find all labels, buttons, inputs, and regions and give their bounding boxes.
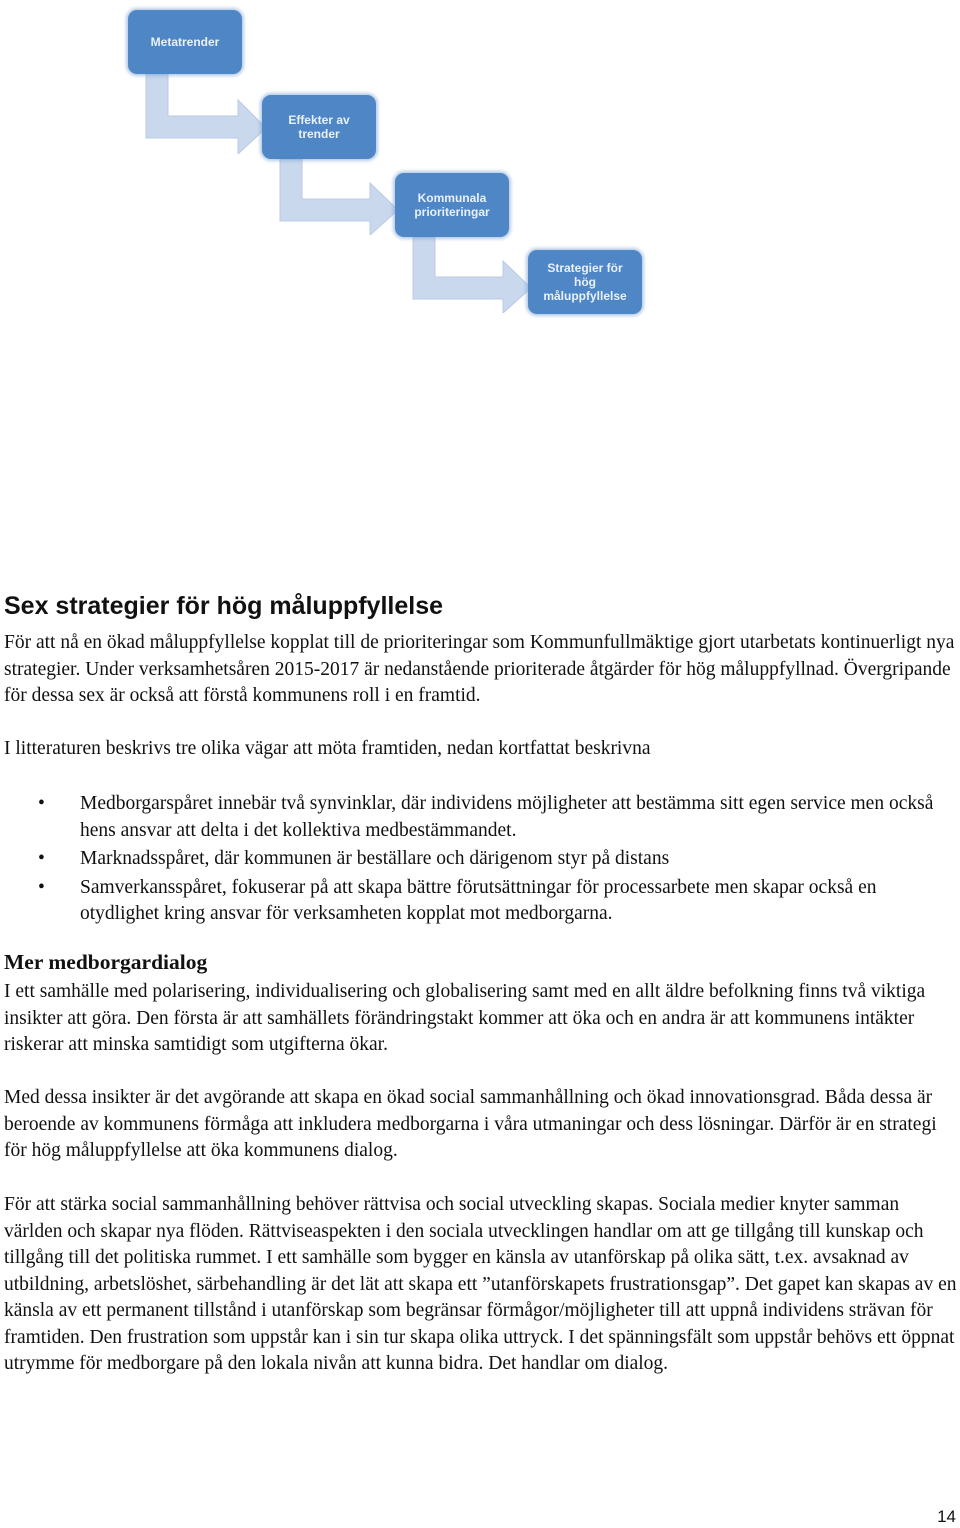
paragraph: Med dessa insikter är det avgörande att skapa en ökad social sammanhållning och ökad innovationsgrad. Båda dessa är beroende av kommunens förmåga att inkludera medborgarna i våra utmaningar och dess lösningar. Därför är en strategi för hög måluppfyllelse att öka kommunens dialog. (4, 1087, 937, 1161)
step-metatrender: Metatrender (128, 10, 242, 74)
intro-paragraph: För att nå en ökad måluppfyllelse kopplat till de prioriteringar som Kommunfullmäktige gjort utarbetats kontinuerligt nya strategier. Under verksamhetsåren 2015-2017 är nedanstående prioriterade åtgärder för hög måluppfyllnad. Övergripande för dessa sex är också att förstå kommunens roll i en framtid. (4, 632, 955, 706)
literature-intro: I litteraturen beskrivs tre olika vägar att möta framtiden, nedan kortfattat beskrivna (4, 738, 651, 759)
step-kommunala-prioriteringar: Kommunala prioriteringar (395, 173, 509, 237)
bullet-icon: • (38, 876, 45, 898)
list-item (0, 846, 955, 873)
bent-arrow-2 (276, 159, 404, 235)
strategy-list (0, 791, 955, 928)
step-strategier: Strategier för hög måluppfyllelse (528, 250, 642, 314)
list-item-text: Medborgarspåret innebär två synvinklar, där individens möjligheter att bestämma sitt egen service men också hens ansvar att delta i det kollektiva medbestämmandet. (80, 793, 934, 841)
list-item-text: Marknadsspåret, där kommunen är beställare och därigenom styr på distans (80, 848, 670, 869)
bent-arrow-3 (409, 237, 537, 313)
bullet-icon: • (38, 848, 45, 869)
bent-arrow-1 (142, 74, 272, 154)
list-item (0, 791, 955, 844)
paragraph: För att stärka social sammanhållning behöver rättvisa och social utveckling skapas. Sociala medier knyter samman världen och skapar nya flöden. Rättviseaspekten i den sociala utvecklingen handlar om att ge tillgång till kunskap och tillgång till det politiska rummet. I ett samhälle som bygger en känsla av utanförskap på olika sätt, t.ex. avsaknad av utbildning, arbetslöshet, särbehandling är det lät att skapa ett ”utanförskapets frustrationsgap”. Det gapet kan skapas av en känsla av ett permanent tillstånd i utanförskap som begränsar förmågor/möjligheter till att uppnå individens strävan för framtiden. Den frustration som uppstår kan i sin tur skapa olika uttryck. I det spänningsfält som uppstår behövs ett öppnat utrymme för medborgare på den lokala nivån att kunna bidra. Det handlar om dialog. (4, 1194, 957, 1374)
list-item-text: Samverkansspåret, fokuserar på att skapa bättre förutsättningar för processarbete men skapar också en otydlighet kring ansvar för verksamheten kopplat mot medborgarna. (80, 876, 877, 924)
page-number: 14 (937, 1507, 956, 1526)
section-heading: Sex strategier för hög måluppfyllelse (4, 592, 444, 620)
list-item (0, 875, 955, 928)
step-effekter-av-trender: Effekter av trender (262, 95, 376, 159)
subsection-heading: Mer medborgardialog (4, 950, 208, 974)
bullet-icon: • (38, 793, 45, 814)
paragraph: I ett samhälle med polarisering, individualisering och globalisering samt med en allt äldre befolkning finns två viktiga insikter att göra. Den första är att samhällets förändringstakt kommer att öka och en andra är att kommunens intäkter riskerar att minska samtidigt som utgifterna ökar. (4, 981, 926, 1055)
process-diagram (0, 0, 960, 330)
